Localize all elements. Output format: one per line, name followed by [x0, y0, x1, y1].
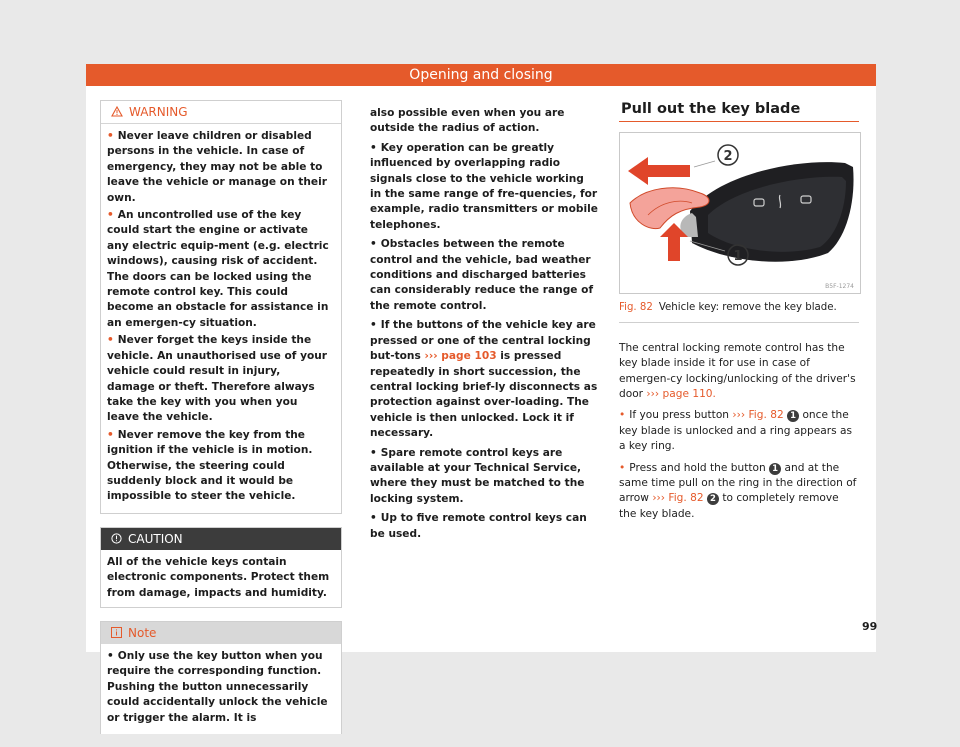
note-header	[101, 622, 341, 644]
paragraph: • If you press button ››› Fig. 82 1 once the key blade is unlocked and a ring appears as a key ring.	[619, 409, 853, 453]
caution-title: CAUTION	[128, 531, 183, 546]
list-item: • Only use the key button when you require the corresponding function. Pushing the button unnecessarily could accidentally unlock the vehicle or trigger the alarm. It is	[107, 649, 328, 724]
item-text: Never forget the keys inside the vehicle. An unauthorised use of your vehicle could result in injury, damage or theft. Therefore always take the key with you when you leave the vehicle.	[107, 334, 328, 424]
page-link[interactable]: ››› page 103	[424, 350, 497, 363]
item-text: An uncontrolled use of the key could start the engine or activate any electric equip-ment (e.g. electric windows), causing risk of accident. The doors can be locked using the remote control key. This could become an obstacle for assistance in an emergen-cy situation.	[107, 209, 329, 329]
list-item: • Never remove the key from the ignition if the vehicle is in motion. Otherwise, the steering could suddenly block and it would be impossible to steer the vehicle.	[107, 428, 313, 503]
manual-page	[86, 64, 876, 724]
caption-text: Vehicle key: remove the key blade.	[658, 302, 837, 314]
figure-link[interactable]: ››› Fig. 82	[652, 492, 704, 505]
callout-number: 1	[769, 463, 781, 475]
caution-text: All of the vehicle keys contain electronic components. Protect them from damage, impacts and humidity.	[107, 555, 330, 599]
section-title: Pull out the key blade	[619, 100, 859, 122]
key-figure	[619, 132, 861, 294]
info-note-icon	[111, 627, 122, 638]
paragraph-text: to completely remove the key blade.	[619, 492, 839, 520]
item-text: Spare remote control keys are available at your Technical Service, where they must be matched to the locking system.	[370, 446, 585, 505]
paragraph	[619, 341, 859, 403]
middle-column	[370, 106, 598, 546]
figure-link[interactable]: ››› Fig. 82	[732, 409, 784, 422]
paragraph-text: The central locking remote control has the key blade inside it for use in case of emergen-cy locking/unlocking of the driver's door	[619, 341, 856, 401]
left-column	[100, 100, 342, 747]
warning-body	[101, 124, 341, 513]
caution-header	[101, 528, 341, 550]
list-item: • Spare remote control keys are available at your Technical Service, where they must be matched to the locking system.	[370, 446, 585, 505]
list-item: • Never forget the keys inside the vehicle. An unauthorised use of your vehicle could result in injury, damage or theft. Therefore always take the key with you when you leave the vehicle.	[107, 334, 328, 424]
callout-2-label: 2	[723, 149, 733, 165]
item-text: Up to five remote control keys can be used.	[370, 512, 587, 540]
warning-header	[101, 101, 341, 124]
note-box	[100, 621, 342, 734]
item-text: Never leave children or disabled persons in the vehicle. In case of emergency, they may not be able to leave the vehicle or manage on their own.	[107, 130, 327, 204]
list-item: • Up to five remote control keys can be used.	[370, 512, 587, 540]
list-item: • Key operation can be greatly influenced by overlapping radio signals close to the vehicle working in the same range of fre-quencies, for example, radio transmitters or mobile telephones.	[370, 141, 598, 231]
paragraph-text: once the key blade is unlocked and a ring appears as a key ring.	[619, 409, 853, 453]
paragraph-text: and at the same time pull on the ring in the direction of arrow	[619, 461, 857, 505]
continued-text: also possible even when you are outside the radius of action.	[370, 107, 565, 135]
warning-title: WARNING	[129, 105, 188, 119]
note-title: Note	[128, 625, 157, 640]
caution-box	[100, 527, 342, 608]
paragraph-text: Press and hold the button	[629, 461, 766, 474]
list-item: • Never leave children or disabled persons in the vehicle. In case of emergency, they may not be able to leave the vehicle or manage on their own.	[107, 130, 327, 204]
paragraph: • Press and hold the button 1 and at the same time pull on the ring in the direction of arrow ››› Fig. 82 2 to completely remove the key blade.	[619, 461, 857, 520]
item-text: is pressed repeatedly in short succession, the central locking brief-ly disconnects as protection against over-loading. The vehicle is then unlocked. Lock it if necessary.	[370, 350, 598, 440]
item-text: Only use the key button when you require the corresponding function. Pushing the button unnecessarily could accidentally unlock the vehicle or trigger the alarm. It is	[107, 649, 328, 724]
list-item: • If the buttons of the vehicle key are pressed or one of the central locking but-tons ››› page 103 is pressed repeatedly in short succession, the central locking brief-ly disconnects as protection against over-loading. The vehicle is then unlocked. Lock it if necessary.	[370, 319, 598, 440]
list-item: • Obstacles between the remote control and the vehicle, bad weather conditions and discharged batteries can considerably reduce the range of the remote control.	[370, 238, 594, 312]
page-number: 99	[862, 620, 878, 633]
warning-box	[100, 100, 342, 514]
callout-number: 2	[707, 493, 719, 505]
item-text: If the buttons of the vehicle key are pressed or one of the central locking but-tons	[370, 319, 596, 363]
item-text: Obstacles between the remote control and the vehicle, bad weather conditions and discharged batteries can considerably reduce the range of the remote control.	[370, 238, 594, 312]
page-header: Opening and closing	[86, 64, 876, 86]
figure-code: B5F-1274	[825, 283, 854, 291]
callout-1-label: 1	[733, 249, 743, 265]
caution-circle-icon	[111, 533, 122, 544]
list-item: • An uncontrolled use of the key could start the engine or activate any electric equip-ment (e.g. electric windows), causing risk of accident. The doors can be locked using the remote control key. This could become an obstacle for assistance in an emergen-cy situation.	[107, 209, 329, 329]
key-blade-illustration	[620, 133, 860, 293]
section-body	[619, 341, 859, 522]
item-text: Never remove the key from the ignition if the vehicle is in motion. Otherwise, the steering could suddenly block and it would be impossible to steer the vehicle.	[107, 428, 313, 503]
page-link[interactable]: ››› page 110.	[646, 388, 716, 401]
figure-label: Fig. 82	[619, 302, 653, 314]
right-column	[619, 100, 859, 528]
paragraph-text: If you press button	[629, 409, 730, 422]
callout-number: 1	[787, 410, 799, 422]
item-text: Key operation can be greatly influenced by overlapping radio signals close to the vehicle working in the same range of fre-quencies, for example, radio transmitters or mobile telephones.	[370, 141, 598, 231]
warning-triangle-icon	[111, 106, 123, 117]
note-body	[101, 644, 341, 734]
figure-caption	[619, 300, 859, 322]
